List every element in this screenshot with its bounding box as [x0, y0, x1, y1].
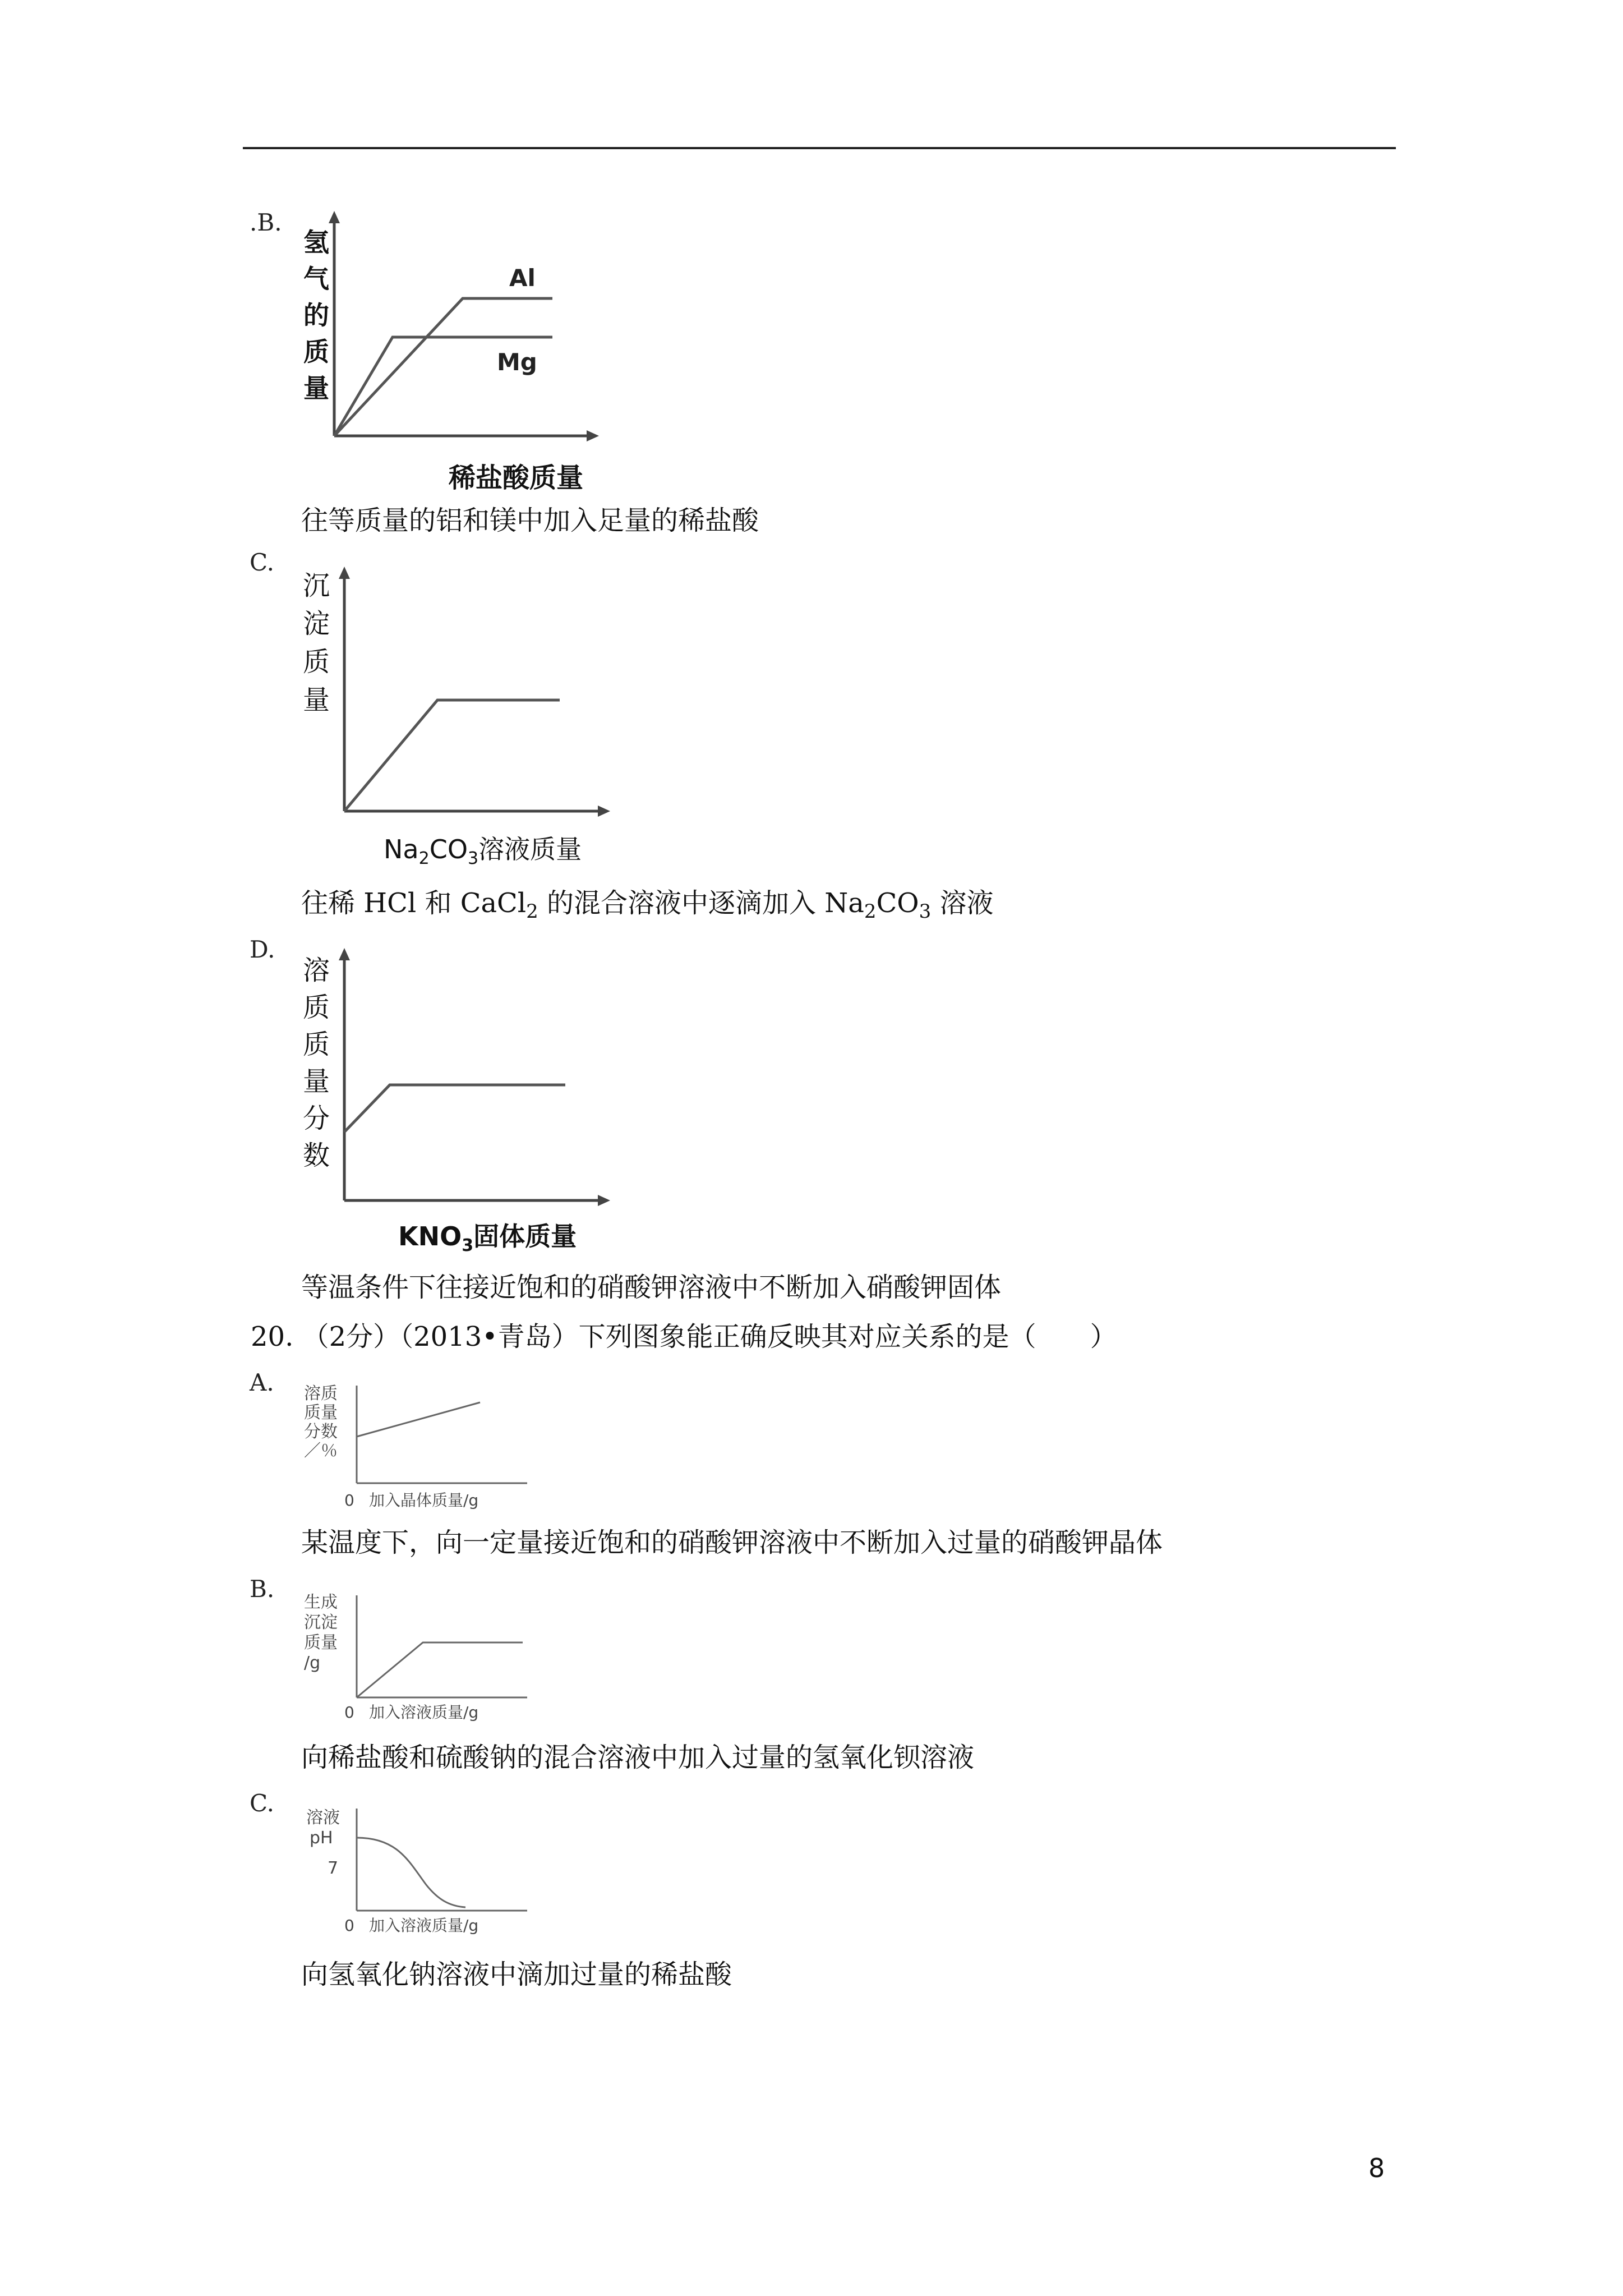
- y-label-char: 氢: [303, 227, 329, 257]
- option-caption: 往稀 HCl 和 CaCl$_2$ 的混合溶液中逐滴加入 $Na_2CO_3$ 溶液: [301, 887, 994, 923]
- y-label-char: 分: [302, 1103, 330, 1134]
- x-axis-arrow: [598, 806, 610, 817]
- y-label-line: 沉淀: [304, 1613, 338, 1632]
- y-axis-arrow: [339, 567, 350, 579]
- x-axis-label: $Na_2CO_3$溶液质量: [384, 834, 582, 868]
- y-label-char: 质: [303, 337, 329, 367]
- option-label: A.: [250, 1369, 274, 1396]
- option-caption: 向氢氧化钠溶液中滴加过量的稀盐酸: [301, 1959, 732, 1990]
- header-rule: [243, 147, 1396, 149]
- y-label-char: 量: [302, 684, 330, 716]
- x-axis-arrow: [587, 430, 599, 441]
- option-caption: 等温条件下往接近饱和的硝酸钾溶液中不断加入硝酸钾固体: [301, 1272, 1002, 1303]
- y-label-line: 溶质: [304, 1384, 338, 1404]
- y-label-line: /g: [304, 1653, 321, 1673]
- y-label-char: 量: [302, 1066, 330, 1097]
- y-tick-label: 7: [328, 1858, 339, 1878]
- y-label-char: 质: [302, 646, 330, 678]
- option-label: C.: [250, 1789, 274, 1817]
- precipitate-mass-chart: [292, 567, 617, 869]
- data-line: [344, 700, 560, 811]
- y-label-char: 质: [302, 1029, 330, 1060]
- option-caption: 向稀盐酸和硫酸钠的混合溶液中加入过量的氢氧化钡溶液: [301, 1742, 975, 1773]
- data-line: [344, 1085, 565, 1132]
- option-label: .B.: [250, 209, 282, 236]
- x-axis-arrow: [598, 1195, 610, 1206]
- y-label-line: 溶液: [306, 1808, 340, 1828]
- y-label-char: 溶: [302, 955, 330, 986]
- y-label-line: pH: [310, 1828, 333, 1848]
- option-caption: 往等质量的铝和镁中加入足量的稀盐酸: [301, 505, 759, 536]
- x-axis-label: 加入溶液质量/g: [369, 1703, 479, 1722]
- solute-fraction-chart: [292, 948, 617, 1262]
- y-label-char: 淀: [302, 608, 330, 639]
- data-line: [357, 1402, 480, 1437]
- series-label-al: Al: [509, 264, 536, 292]
- precipitate-small-chart: [297, 1588, 533, 1722]
- y-label-line: 质量: [304, 1633, 338, 1653]
- page-number: 8: [1368, 2153, 1385, 2183]
- y-label-char: 数: [302, 1140, 330, 1171]
- y-label-char: 量: [303, 373, 329, 403]
- y-label-char: 的: [303, 300, 329, 330]
- origin-label: 0: [344, 1491, 354, 1510]
- data-line: [357, 1642, 523, 1697]
- origin-label: 0: [344, 1916, 354, 1935]
- y-label-char: 气: [303, 264, 329, 294]
- solute-fraction-small-chart: [297, 1379, 533, 1513]
- question-stem: 20. （2分）（2013•青岛）下列图象能正确反映其对应关系的是（ ）: [251, 1321, 1117, 1352]
- y-label-line: 生成: [304, 1593, 338, 1612]
- x-axis-label: 加入溶液质量/g: [369, 1916, 479, 1935]
- y-label-char: 沉: [302, 570, 330, 601]
- y-label-line: 质量: [304, 1403, 338, 1423]
- y-axis-arrow: [339, 948, 350, 960]
- option-label: C.: [250, 549, 274, 576]
- x-axis-label: 稀盐酸质量: [448, 462, 584, 494]
- ph-small-chart: [297, 1801, 533, 1935]
- hydrogen-mass-chart: [292, 208, 606, 499]
- option-caption: 某温度下，向一定量接近饱和的硝酸钾溶液中不断加入过量的硝酸钾晶体: [301, 1527, 1163, 1558]
- y-label-line: ／％: [304, 1441, 338, 1461]
- data-line: [357, 1838, 465, 1907]
- y-label-char: 质: [302, 992, 330, 1023]
- option-label: B.: [250, 1575, 275, 1603]
- y-label-line: 分数: [304, 1422, 338, 1442]
- series-label-mg: Mg: [497, 348, 537, 376]
- origin-label: 0: [344, 1703, 354, 1722]
- option-label: D.: [250, 936, 275, 963]
- x-axis-label: 加入晶体质量/g: [369, 1491, 479, 1510]
- y-axis-arrow: [329, 211, 340, 223]
- x-axis-label: $KNO_3$固体质量: [398, 1221, 577, 1255]
